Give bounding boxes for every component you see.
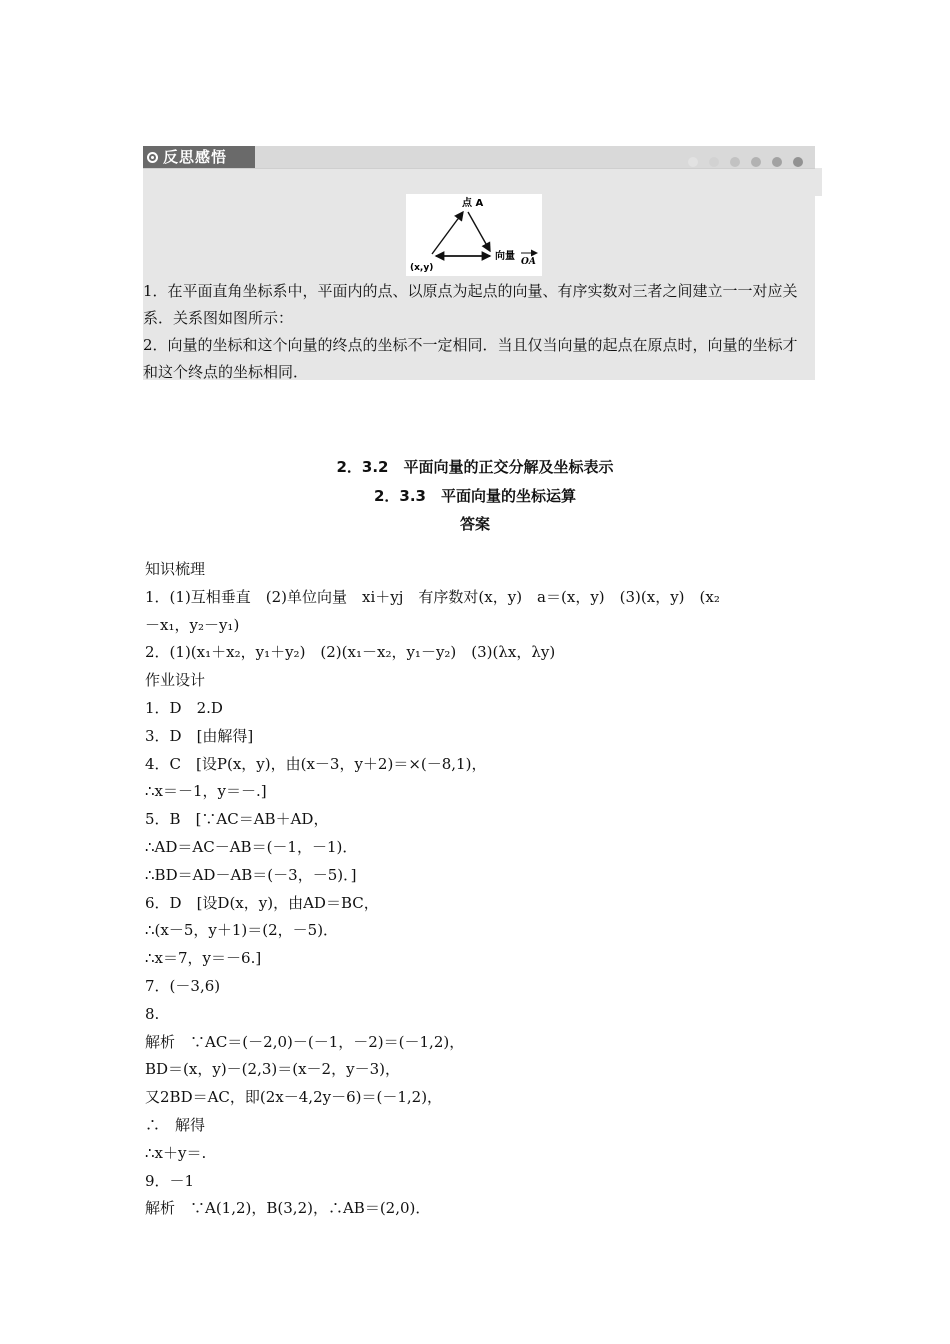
reflection-box (143, 146, 815, 380)
answer-line: 解析 ∵AC＝(－2,0)－(－1，－2)＝(－1,2)， (145, 1032, 465, 1051)
answer-line: ∴x＋y＝. (145, 1143, 207, 1162)
reflection-text (143, 278, 807, 386)
label-vector: 向量 (495, 251, 515, 262)
dot-icon (751, 157, 761, 167)
answer-line: ∴x＝－1，y＝－.] (145, 782, 267, 801)
reflection-item-1: 1．在平面直角坐标系中，平面内的点、以原点为起点的向量、有序实数对三者之间建立一一对应关系．关系图如图所示： (143, 282, 798, 327)
answer-line: 6．D [设D(x，y)，由AD＝BC， (145, 893, 379, 912)
answer-line: ∴(x－5，y＋1)＝(2，－5)． (145, 921, 339, 940)
dot-icon (709, 157, 719, 167)
answer-line: 又2BD＝AC，即(2x－4,2y－6)＝(－1,2)， (145, 1088, 443, 1107)
answers-body (145, 556, 815, 1223)
reflection-item-2: 2．向量的坐标和这个向量的终点的坐标不一定相同．当且仅当向量的起点在原点时，向量的坐标才和这个终点的坐标相同． (143, 336, 798, 381)
answer-line: 作业设计 (145, 671, 206, 690)
decorative-dots (677, 152, 803, 163)
answer-line: 7．(－3,6) (145, 976, 221, 995)
answer-line: －x₁，y₂－y₁) (145, 615, 240, 634)
answer-line: 1．D 2.D (145, 698, 223, 717)
relationship-diagram (406, 194, 542, 276)
answer-line: 1．(1)互相垂直 (2)单位向量 xi＋yj 有序数对(x，y) a＝(x，y) (3)(x，y) (x₂ (145, 587, 720, 606)
answer-line: 4．C [设P(x，y)，由(x－3，y＋2)＝×(－8,1)， (145, 754, 487, 773)
answer-line: 9．－1 (145, 1171, 195, 1190)
label-oa: OA (521, 257, 536, 267)
answer-line: 8. (145, 1004, 160, 1023)
target-icon (147, 152, 158, 163)
label-point-a: 点 A (462, 198, 484, 209)
answer-line: 2．(1)(x₁＋x₂，y₁＋y₂) (2)(x₁－x₂，y₁－y₂) (3)(λx，λy) (145, 643, 556, 662)
answer-line: ∴BD＝AD－AB＝(－3，－5)．] (145, 865, 357, 884)
dot-icon (688, 157, 698, 167)
reflection-tab-label: 反思感悟 (163, 148, 228, 166)
reflection-header (143, 146, 815, 169)
section-title-2: 2．3.3 平面向量的坐标运算 (373, 487, 576, 505)
answer-line: ∴AD＝AC－AB＝(－1，－1)． (145, 837, 358, 856)
answers-title: 答案 (459, 515, 490, 533)
dot-icon (772, 157, 782, 167)
header-edge (815, 168, 822, 196)
arrow-point-to-a (432, 212, 463, 254)
reflection-tab (143, 146, 255, 168)
label-xy: (x,y) (410, 263, 434, 273)
answer-line: 3．D [由解得] (145, 726, 254, 745)
answer-line: 5．B [∵AC＝AB＋AD， (145, 810, 329, 829)
triangle-diagram (406, 194, 542, 276)
dot-icon (793, 157, 803, 167)
section-title-1: 2．3.2 平面向量的正交分解及坐标表示 (336, 458, 614, 476)
answer-line: ∴x＝7，y＝－6.] (145, 949, 262, 968)
answer-line: BD＝(x，y)－(2,3)＝(x－2，y－3)， (145, 1060, 400, 1079)
answer-line: 知识梳理 (145, 560, 206, 578)
dot-icon (730, 157, 740, 167)
arrow-a-to-vector (468, 212, 490, 251)
answer-line: 解析 ∵A(1,2)，B(3,2)，∴AB＝(2,0)． (145, 1199, 431, 1218)
answer-line: ∴ 解得 (145, 1115, 206, 1134)
